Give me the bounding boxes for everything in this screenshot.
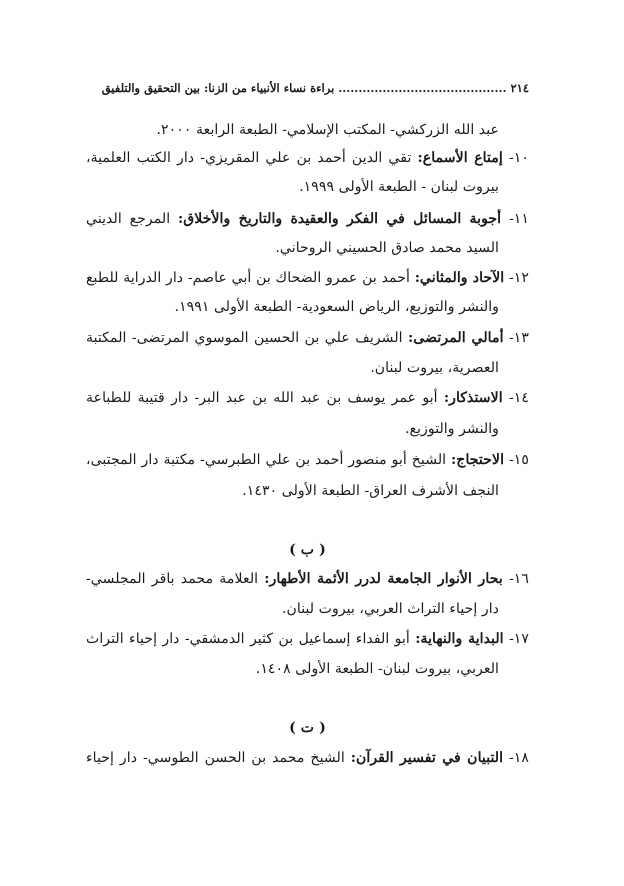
entry-text: أبو الفداء إسماعيل بن كثير الدمشقي- دار إحياء التراث [86, 631, 410, 647]
entry-14-line-2 [86, 417, 529, 441]
entry-title: أمالي المرتضى: [408, 330, 504, 346]
entry-10-line-2 [86, 175, 529, 199]
entry-text: النجف الأشرف العراق- الطبعة الأولى ١٤٣٠. [242, 483, 499, 499]
entry-text: دار إحياء التراث العربي، بيروت لبنان. [281, 601, 499, 617]
entry-16-line-1 [86, 567, 529, 591]
entry-title: التبيان في تفسير القرآن: [350, 750, 504, 766]
entry-12-line-2 [86, 295, 529, 319]
entry-17-line-1 [86, 627, 529, 651]
entry-number: ١٥- [508, 452, 529, 468]
entry-number: ١٠- [508, 150, 529, 166]
entry-text: الشريف علي بن الحسين الموسوي المرتضى- المكتبة [86, 330, 403, 346]
entry-text: أحمد بن عمرو الضحاك بن أبي عاصم- دار الدراية للطبع [86, 270, 410, 286]
entry-15-line-2 [86, 479, 529, 503]
section-heading-ta: ( ت ) [289, 720, 326, 736]
entry-number: ١٣- [508, 330, 529, 346]
entry-number: ١٨- [508, 750, 529, 766]
entry-text: العصرية، بيروت لبنان. [370, 360, 499, 376]
header-title: براءة نساء الأنبياء من الزنا: بين التحقيق والتلفيق [101, 81, 335, 95]
entry-9-continuation [86, 118, 529, 142]
entry-title: البداية والنهاية: [415, 631, 504, 647]
entry-11-line-1 [86, 207, 529, 231]
entry-11-line-2 [86, 236, 529, 260]
entry-text: أبو عمر يوسف بن عبد الله بن عبد البر- دار قتيبة للطباعة [86, 390, 438, 406]
header-dots: .......................................... [338, 81, 507, 95]
entry-17-line-2 [86, 657, 529, 681]
entry-text: المرجع الديني [86, 211, 171, 227]
entry-13-line-2 [86, 356, 529, 380]
entry-text: والنشر والتوزيع. [405, 421, 499, 437]
entry-14-line-1 [86, 386, 529, 410]
entry-18-line-1 [86, 746, 529, 770]
page-number: ٢١٤ [510, 81, 529, 95]
entry-13-line-1 [86, 326, 529, 350]
entry-12-line-1 [86, 266, 529, 290]
entry-number: ١٢- [508, 270, 529, 286]
entry-text: والنشر والتوزيع، الرياض السعودية- الطبعة الأولى ١٩٩١. [174, 299, 499, 315]
entry-title: الآحاد والمثاني: [414, 270, 505, 286]
entry-text: السيد محمد صادق الحسيني الروحاني. [275, 240, 499, 256]
entry-number: ١٧- [508, 631, 529, 647]
entry-text: العربي، بيروت لبنان- الطبعة الأولى ١٤٠٨. [255, 661, 499, 677]
running-header [86, 80, 529, 96]
entry-10-line-1 [86, 146, 529, 170]
entry-15-line-1 [86, 448, 529, 472]
entry-number: ١٤- [508, 390, 529, 406]
entry-text: الشيخ أبو منصور أحمد بن علي الطبرسي- مكتبة دار المجتبى، [86, 452, 447, 468]
entry-number: ١٦- [508, 571, 529, 587]
entry-text: تقي الدين أحمد بن علي المقريزي- دار الكتب العلمية، [86, 150, 412, 166]
entry-title: بحار الأنوار الجامعة لدرر الأئمة الأطهار: [264, 571, 503, 587]
entry-16-line-2 [86, 597, 529, 621]
entry-title: الاحتجاج: [451, 452, 505, 468]
entry-title: إمتاع الأسماع: [417, 150, 503, 166]
entry-text: الشيخ محمد بن الحسن الطوسي- دار إحياء [86, 750, 345, 766]
entry-number: ١١- [508, 211, 529, 227]
entry-text: عبد الله الزركشي- المكتب الإسلامي- الطبعة الرابعة ٢٠٠٠. [156, 122, 499, 138]
entry-title: الاستذكار: [443, 390, 503, 406]
entry-title: أجوبة المسائل في الفكر والعقيدة والتاريخ والأخلاق: [177, 211, 502, 227]
entry-text: العلامة محمد باقر المجلسي- [86, 571, 259, 587]
entry-text: بيروت لبنان - الطبعة الأولى ١٩٩٩. [299, 179, 499, 195]
section-heading-ba: ( ب ) [289, 542, 326, 558]
